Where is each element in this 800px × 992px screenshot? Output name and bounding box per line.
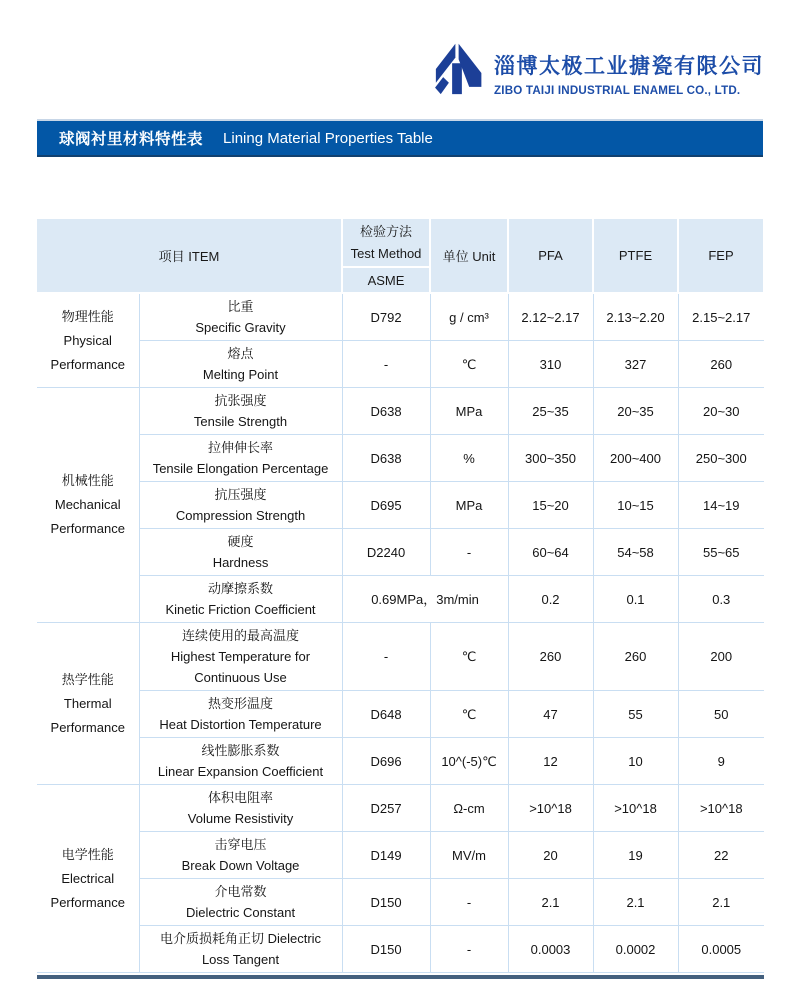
value-cell-pfa: 0.2 xyxy=(508,576,593,623)
method-cell: - xyxy=(342,623,430,691)
table-row xyxy=(37,293,764,341)
method-unit-cell: 0.69MPa，3m/min xyxy=(342,576,508,623)
header-test-method-zh: 检验方法 xyxy=(360,223,413,239)
method-cell: - xyxy=(342,341,430,388)
value-cell-fep: 0.3 xyxy=(678,576,764,623)
header-unit: 单位 Unit xyxy=(430,219,508,293)
value-cell-fep: 0.0005 xyxy=(678,926,764,973)
value-cell-ptfe: 10~15 xyxy=(593,482,678,529)
table-row xyxy=(37,926,764,973)
value-cell-ptfe: 260 xyxy=(593,623,678,691)
value-cell-fep: >10^18 xyxy=(678,785,764,832)
value-cell-ptfe: 54~58 xyxy=(593,529,678,576)
category-cell: 物理性能 Physical Performance xyxy=(37,293,139,388)
unit-cell: g / cm³ xyxy=(430,293,508,341)
item-cell: 热变形温度 Heat Distortion Temperature xyxy=(139,691,342,738)
value-cell-fep: 2.1 xyxy=(678,879,764,926)
value-cell-fep: 9 xyxy=(678,738,764,785)
page-title-zh: 球阀衬里材料特性表 xyxy=(59,131,204,148)
table-row xyxy=(37,435,764,482)
unit-cell: - xyxy=(430,926,508,973)
unit-cell: ℃ xyxy=(430,691,508,738)
value-cell-fep: 50 xyxy=(678,691,764,738)
method-cell: D648 xyxy=(342,691,430,738)
table-row xyxy=(37,832,764,879)
value-cell-pfa: 260 xyxy=(508,623,593,691)
value-cell-ptfe: 2.13~2.20 xyxy=(593,293,678,341)
value-cell-pfa: 310 xyxy=(508,341,593,388)
item-cell: 硬度 Hardness xyxy=(139,529,342,576)
value-cell-ptfe: 200~400 xyxy=(593,435,678,482)
item-cell: 体积电阻率 Volume Resistivity xyxy=(139,785,342,832)
page-title-en: Lining Material Properties Table xyxy=(223,129,433,147)
value-cell-pfa: 47 xyxy=(508,691,593,738)
unit-cell: MV/m xyxy=(430,832,508,879)
value-cell-pfa: >10^18 xyxy=(508,785,593,832)
company-logo xyxy=(431,42,764,104)
company-header xyxy=(0,0,800,104)
item-cell: 抗张强度 Tensile Strength xyxy=(139,388,342,435)
table-row xyxy=(37,576,764,623)
value-cell-pfa: 12 xyxy=(508,738,593,785)
method-cell: D638 xyxy=(342,435,430,482)
value-cell-fep: 200 xyxy=(678,623,764,691)
value-cell-pfa: 2.1 xyxy=(508,879,593,926)
value-cell-fep: 14~19 xyxy=(678,482,764,529)
method-cell: D696 xyxy=(342,738,430,785)
item-cell: 连续使用的最高温度 Highest Temperature for Continuous Use xyxy=(139,623,342,691)
method-cell: D150 xyxy=(342,926,430,973)
value-cell-ptfe: 2.1 xyxy=(593,879,678,926)
method-cell: D150 xyxy=(342,879,430,926)
method-cell: D695 xyxy=(342,482,430,529)
item-cell: 击穿电压 Break Down Voltage xyxy=(139,832,342,879)
company-name xyxy=(494,50,764,97)
value-cell-pfa: 15~20 xyxy=(508,482,593,529)
value-cell-fep: 260 xyxy=(678,341,764,388)
item-cell: 拉伸伸长率 Tensile Elongation Percentage xyxy=(139,435,342,482)
value-cell-pfa: 0.0003 xyxy=(508,926,593,973)
item-cell: 介电常数 Dielectric Constant xyxy=(139,879,342,926)
table-row xyxy=(37,879,764,926)
header-material-ptfe: PTFE xyxy=(593,219,678,293)
method-cell: D149 xyxy=(342,832,430,879)
value-cell-ptfe: 19 xyxy=(593,832,678,879)
value-cell-pfa: 25~35 xyxy=(508,388,593,435)
value-cell-fep: 55~65 xyxy=(678,529,764,576)
table-row xyxy=(37,623,764,691)
header-material-pfa: PFA xyxy=(508,219,593,293)
item-cell: 熔点 Melting Point xyxy=(139,341,342,388)
value-cell-pfa: 20 xyxy=(508,832,593,879)
unit-cell: - xyxy=(430,529,508,576)
unit-cell: MPa xyxy=(430,482,508,529)
table-row xyxy=(37,691,764,738)
company-name-en: ZIBO TAIJI INDUSTRIAL ENAMEL CO., LTD. xyxy=(494,83,741,97)
unit-cell: MPa xyxy=(430,388,508,435)
company-name-zh: 淄博太极工业搪瓷有限公司 xyxy=(494,54,764,78)
header-test-method-en: Test Method xyxy=(350,245,422,261)
value-cell-pfa: 2.12~2.17 xyxy=(508,293,593,341)
table-row xyxy=(37,388,764,435)
header-method-standard: ASME xyxy=(342,267,430,293)
value-cell-fep: 250~300 xyxy=(678,435,764,482)
value-cell-fep: 2.15~2.17 xyxy=(678,293,764,341)
table-row xyxy=(37,341,764,388)
item-cell: 线性膨胀系数 Linear Expansion Coefficient xyxy=(139,738,342,785)
unit-cell: ℃ xyxy=(430,623,508,691)
value-cell-pfa: 60~64 xyxy=(508,529,593,576)
value-cell-fep: 22 xyxy=(678,832,764,879)
unit-cell: ℃ xyxy=(430,341,508,388)
method-cell: D2240 xyxy=(342,529,430,576)
unit-cell: % xyxy=(430,435,508,482)
value-cell-pfa: 300~350 xyxy=(508,435,593,482)
unit-cell: 10^(-5)℃ xyxy=(430,738,508,785)
value-cell-ptfe: 0.0002 xyxy=(593,926,678,973)
header-test-method xyxy=(342,219,430,267)
header-item: 项目 ITEM xyxy=(37,219,342,293)
method-cell: D638 xyxy=(342,388,430,435)
value-cell-ptfe: 55 xyxy=(593,691,678,738)
item-cell: 动摩擦系数 Kinetic Friction Coefficient xyxy=(139,576,342,623)
item-cell: 比重 Specific Gravity xyxy=(139,293,342,341)
value-cell-ptfe: 20~35 xyxy=(593,388,678,435)
value-cell-fep: 20~30 xyxy=(678,388,764,435)
value-cell-ptfe: 0.1 xyxy=(593,576,678,623)
header-material-fep: FEP xyxy=(678,219,764,293)
item-cell: 电介质损耗角正切 Dielectric Loss Tangent xyxy=(139,926,342,973)
method-cell: D792 xyxy=(342,293,430,341)
value-cell-ptfe: 10 xyxy=(593,738,678,785)
table-row xyxy=(37,482,764,529)
category-cell: 电学性能 Electrical Performance xyxy=(37,785,139,973)
value-cell-ptfe: >10^18 xyxy=(593,785,678,832)
section-title-banner xyxy=(37,119,763,157)
unit-cell: - xyxy=(430,879,508,926)
category-cell: 热学性能 Thermal Performance xyxy=(37,623,139,785)
item-cell: 抗压强度 Compression Strength xyxy=(139,482,342,529)
properties-table xyxy=(37,219,765,973)
method-cell: D257 xyxy=(342,785,430,832)
properties-table-wrap xyxy=(37,219,764,979)
company-logo-icon xyxy=(431,42,483,104)
category-cell: 机械性能 Mechanical Performance xyxy=(37,388,139,623)
value-cell-ptfe: 327 xyxy=(593,341,678,388)
table-row xyxy=(37,738,764,785)
table-row xyxy=(37,785,764,832)
table-row xyxy=(37,529,764,576)
unit-cell: Ω-cm xyxy=(430,785,508,832)
